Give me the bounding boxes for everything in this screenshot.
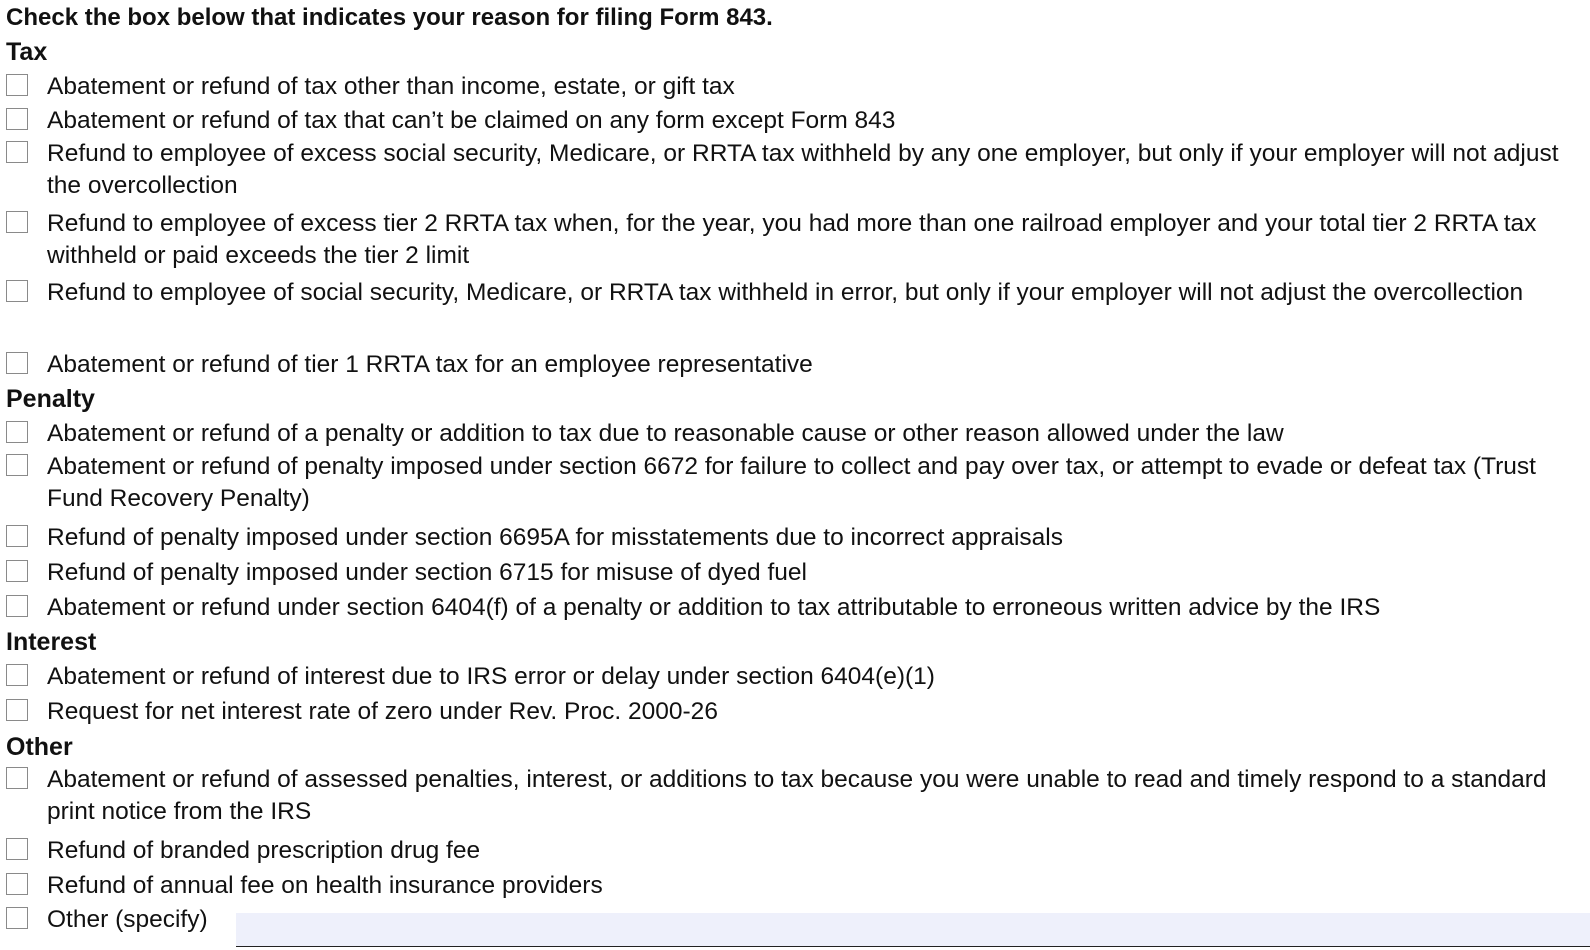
checkbox-row[interactable] xyxy=(0,208,1590,269)
checkbox-label: Request for net interest rate of zero under Rev. Proc. 2000-26 xyxy=(47,698,718,725)
checkbox[interactable] xyxy=(6,352,28,374)
checkbox-label: Refund of penalty imposed under section 6695A for misstatements due to incorrect appraisals xyxy=(47,524,1063,551)
checkbox-row-other[interactable] xyxy=(0,904,230,938)
checkbox-row[interactable] xyxy=(0,349,1590,383)
checkbox-label: Abatement or refund of interest due to IRS error or delay under section 6404(e)(1) xyxy=(47,663,935,690)
checkbox-row[interactable] xyxy=(0,661,1590,695)
checkbox[interactable] xyxy=(6,211,28,233)
checkbox[interactable] xyxy=(6,454,28,476)
checkbox-row[interactable] xyxy=(0,418,1590,452)
checkbox-label: Abatement or refund of tax that can’t be claimed on any form except Form 843 xyxy=(47,107,896,134)
checkbox[interactable] xyxy=(6,280,28,302)
checkbox-label: Refund to employee of social security, Medicare, or RRTA tax withheld in error, but only if your employer will not adjust the overcollection xyxy=(47,279,1524,306)
checkbox[interactable] xyxy=(6,873,28,895)
checkbox-label: Refund of penalty imposed under section 6715 for misuse of dyed fuel xyxy=(47,559,807,586)
checkbox[interactable] xyxy=(6,141,28,163)
checkbox-row[interactable] xyxy=(0,557,1590,591)
checkbox-label: Abatement or refund under section 6404(f) of a penalty or addition to tax attributable to erroneous written advice by the IRS xyxy=(47,594,1381,621)
checkbox-row[interactable] xyxy=(0,764,1590,825)
checkbox-row[interactable] xyxy=(0,105,1590,139)
checkbox-row[interactable] xyxy=(0,592,1590,626)
checkbox-row[interactable] xyxy=(0,277,1590,311)
checkbox-row[interactable] xyxy=(0,71,1590,105)
checkbox[interactable] xyxy=(6,560,28,582)
checkbox-label: Abatement or refund of penalty imposed under section 6672 for failure to collect and pay over tax, or attempt to evade or defeat tax (Trust Fund Recovery Penalty) xyxy=(47,453,1536,512)
section-heading-penalty: Penalty xyxy=(6,385,95,413)
section-heading-tax: Tax xyxy=(6,38,48,66)
checkbox[interactable] xyxy=(6,699,28,721)
checkbox-row[interactable] xyxy=(0,451,1590,512)
checkbox-label: Other (specify) xyxy=(47,906,208,933)
checkbox-label: Refund of branded prescription drug fee xyxy=(47,837,481,864)
checkbox-label: Abatement or refund of assessed penalties, interest, or additions to tax because you were unable to read and timely respond to a standard print notice from the IRS xyxy=(47,766,1547,825)
checkbox-label: Abatement or refund of tax other than income, estate, or gift tax xyxy=(47,73,735,100)
checkbox-row[interactable] xyxy=(0,870,1590,904)
checkbox-label: Abatement or refund of tier 1 RRTA tax for an employee representative xyxy=(47,351,813,378)
checkbox-row[interactable] xyxy=(0,696,1590,730)
checkbox[interactable] xyxy=(6,74,28,96)
checkbox[interactable] xyxy=(6,767,28,789)
form-instruction: Check the box below that indicates your reason for filing Form 843. xyxy=(6,4,773,31)
checkbox[interactable] xyxy=(6,595,28,617)
checkbox-row[interactable] xyxy=(0,835,1590,869)
section-heading-interest: Interest xyxy=(6,628,97,656)
checkbox-label: Refund to employee of excess tier 2 RRTA tax when, for the year, you had more than one railroad employer and your total tier 2 RRTA tax withheld or paid exceeds the tier 2 limit xyxy=(47,210,1537,269)
other-specify-field[interactable] xyxy=(236,913,1590,947)
checkbox[interactable] xyxy=(6,525,28,547)
checkbox-row[interactable] xyxy=(0,522,1590,556)
checkbox-row[interactable] xyxy=(0,138,1590,199)
checkbox[interactable] xyxy=(6,664,28,686)
checkbox[interactable] xyxy=(6,421,28,443)
checkbox-label: Refund to employee of excess social security, Medicare, or RRTA tax withheld by any one employer, but only if your employer will not adjust the overcollection xyxy=(47,140,1559,199)
checkbox-label: Refund of annual fee on health insurance providers xyxy=(47,872,603,899)
checkbox[interactable] xyxy=(6,907,28,929)
section-heading-other: Other xyxy=(6,733,73,761)
checkbox-label: Abatement or refund of a penalty or addition to tax due to reasonable cause or other reason allowed under the law xyxy=(47,420,1284,447)
checkbox[interactable] xyxy=(6,838,28,860)
checkbox[interactable] xyxy=(6,108,28,130)
